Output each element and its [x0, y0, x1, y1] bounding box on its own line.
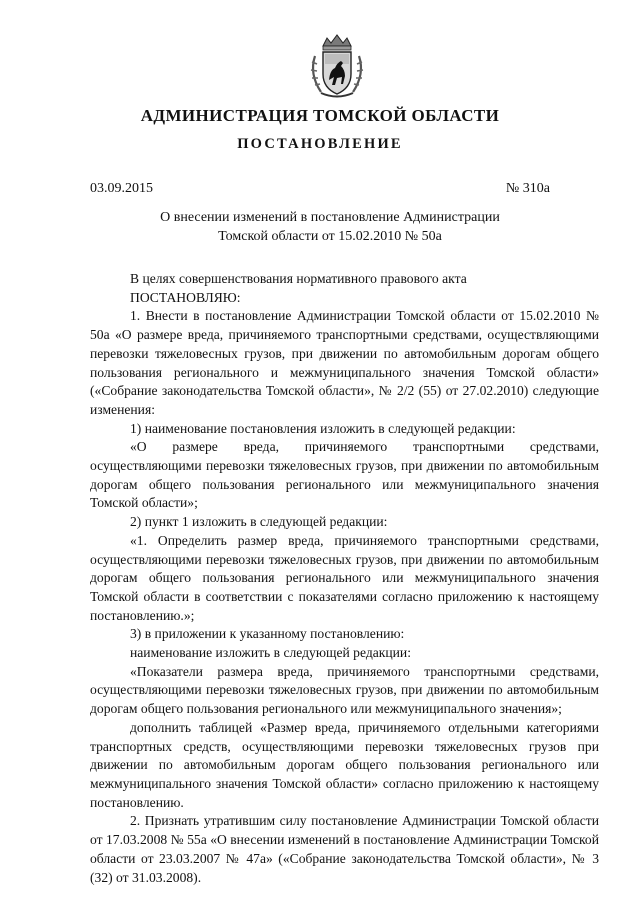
document-subject [150, 209, 510, 246]
subject-line: О внесении изменений в постановление Администрации [160, 210, 500, 225]
body-paragraph: В целях совершенствования нормативного правового акта [130, 271, 467, 286]
body-paragraph: «Показатели размера вреда, причиняемого транспортными средствами, осуществляющими перевозки тяжеловесных грузов, при движении по автомобильным дорогам общего пользования регионального или межмуниципального значения»; [90, 663, 599, 717]
body-paragraph: «1. Определить размер вреда, причиняемого транспортными средствами, осуществляющими перевозки тяжеловесных грузов, при движении по автомобильным дорогам общего пользования регионального или межмуниципального значения Томской области в соответствии с показателями согласно приложению к настоящему постановлению.»; [90, 532, 599, 623]
body-paragraph: 1. Внести в постановление Администрации Томской области от 15.02.2010 № 50а «О размере вреда, причиняемого транспортными средствами, осуществляющими перевозки тяжеловесных грузов, при движении по автомобильным дорогам общего пользования регионального и межмуниципального значения Томской области» («Собрание законодательства Томской области», № 2/2 (55) от 27.02.2010) следующие изменения: [90, 308, 599, 417]
document-date: 03.09.2015 [90, 181, 153, 196]
document-type: ПОСТАНОВЛЕНИЕ [237, 136, 403, 152]
body-paragraph: дополнить таблицей «Размер вреда, причиняемого отдельными категориями транспортных средств, осуществляющими перевозки тяжеловесных грузов при движении по автомобильным дорогам общего пользования регионального или межмуниципального значения Томской области» согласно приложению к настоящему постановлению. [90, 719, 599, 810]
resolution-word: ПОСТАНОВЛЯЮ: [130, 289, 241, 305]
subject-line: Томской области от 15.02.2010 № 50а [218, 228, 442, 244]
document-number: № 310а [505, 181, 550, 196]
coat-of-arms-icon [301, 30, 373, 102]
body-paragraph: наименование изложить в следующей редакции: [130, 645, 411, 661]
organization-name: АДМИНИСТРАЦИЯ ТОМСКОЙ ОБЛАСТИ [140, 106, 500, 125]
body-paragraph: 3) в приложении к указанному постановлению: [130, 626, 405, 642]
body-paragraph: 2) пункт 1 изложить в следующей редакции: [130, 514, 388, 530]
document-body [90, 270, 599, 887]
body-paragraph: «О размере вреда, причиняемого транспортными средствами, осуществляющими перевозки тяжеловесных грузов, при движении по автомобильным дорогам общего пользования регионального или межмуниципального значения Томской области»; [90, 439, 599, 511]
body-paragraph: 1) наименование постановления изложить в следующей редакции: [130, 420, 516, 436]
body-paragraph: 2. Признать утратившим силу постановление Администрации Томской области от 17.03.2008 № 55а «О внесении изменений в постановление Администрации Томской области от 23.03.2007 № 47а» («Собрание законодательства Томской области», № 3 (32) от 31.03.2008). [90, 813, 599, 885]
